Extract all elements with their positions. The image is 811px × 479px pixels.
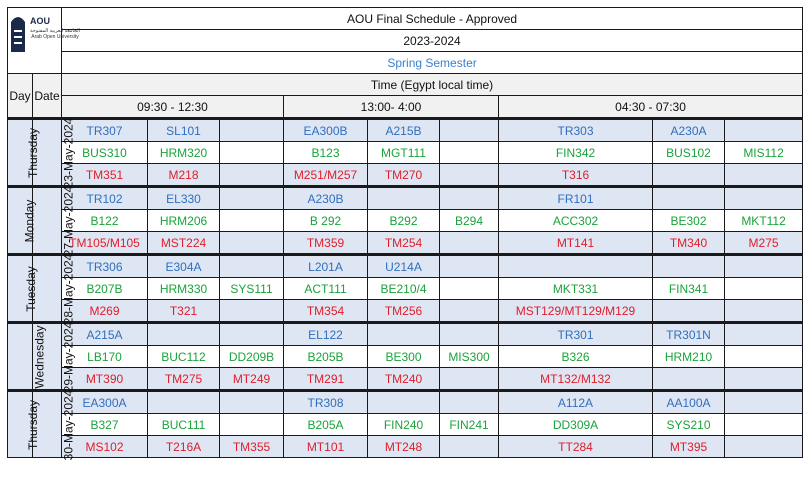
course-cell: TM256 [368, 300, 440, 323]
course-cell: MKT331 [499, 278, 653, 300]
course-cell: TR301N [653, 323, 725, 346]
course-cell: TM240 [368, 368, 440, 391]
course-cell [220, 255, 284, 278]
course-cell [440, 323, 499, 346]
schedule-row [8, 119, 803, 142]
course-cell: A230B [284, 187, 368, 210]
course-cell: B205B [284, 346, 368, 368]
course-cell: FIN241 [440, 414, 499, 436]
course-cell: MIS112 [725, 142, 803, 164]
course-cell: BE302 [653, 210, 725, 232]
course-cell: LB170 [62, 346, 148, 368]
course-cell: T321 [148, 300, 220, 323]
course-cell [725, 414, 803, 436]
course-cell: B207B [62, 278, 148, 300]
course-cell: BUS102 [653, 142, 725, 164]
course-cell: B327 [62, 414, 148, 436]
course-cell: TM291 [284, 368, 368, 391]
date-label: 29-May-2024 [61, 321, 76, 392]
day-cell [8, 323, 47, 391]
academic-year: 2023-2024 [62, 30, 803, 52]
course-cell [220, 142, 284, 164]
course-cell [440, 436, 499, 458]
course-cell: TM359 [284, 232, 368, 255]
date-label: 23-May-2024 [61, 117, 76, 188]
schedule-row [8, 232, 803, 255]
course-cell: TM275 [148, 368, 220, 391]
course-cell: EL122 [284, 323, 368, 346]
course-cell: DD309A [499, 414, 653, 436]
course-cell: MT248 [368, 436, 440, 458]
schedule-sheet [7, 7, 803, 458]
course-cell: MST129/MT129/M129 [499, 300, 653, 323]
course-cell: A215B [368, 119, 440, 142]
day-cell [8, 187, 37, 255]
course-cell [440, 187, 499, 210]
time-header: Time (Egypt local time) [62, 74, 803, 96]
course-cell: ACC302 [499, 210, 653, 232]
course-cell [440, 142, 499, 164]
course-cell [725, 164, 803, 187]
course-cell: HRM330 [148, 278, 220, 300]
course-cell [440, 255, 499, 278]
schedule-row [8, 368, 803, 391]
course-cell [220, 414, 284, 436]
course-cell: A230A [653, 119, 725, 142]
course-cell: E304A [148, 255, 220, 278]
course-cell: DD209B [220, 346, 284, 368]
course-cell: B292 [368, 210, 440, 232]
course-cell: TM270 [368, 164, 440, 187]
course-cell: MS102 [62, 436, 148, 458]
logo-wordmark: AOU [30, 16, 50, 26]
slot-header-afternoon: 13:00- 4:00 [284, 96, 499, 119]
date-label: 30-May-2024 [61, 389, 76, 460]
course-cell [368, 391, 440, 414]
course-cell [220, 210, 284, 232]
course-cell [725, 368, 803, 391]
schedule-row [8, 278, 803, 300]
course-cell: B 292 [284, 210, 368, 232]
course-cell: L201A [284, 255, 368, 278]
slot-header-morning: 09:30 - 12:30 [62, 96, 284, 119]
course-cell [220, 391, 284, 414]
course-cell [653, 255, 725, 278]
course-cell: M275 [725, 232, 803, 255]
schedule-row [8, 391, 803, 414]
course-cell [220, 164, 284, 187]
day-label: Wednesday [32, 324, 47, 389]
day-label: Thursday [26, 399, 41, 450]
course-cell [220, 232, 284, 255]
course-cell: B205A [284, 414, 368, 436]
day-cell [8, 255, 38, 323]
course-cell: FIN341 [653, 278, 725, 300]
schedule-row [8, 210, 803, 232]
university-emblem-icon [10, 12, 26, 52]
course-cell: M269 [62, 300, 148, 323]
course-cell: MT101 [284, 436, 368, 458]
course-cell: MT132/M132 [499, 368, 653, 391]
course-cell [653, 187, 725, 210]
course-cell: BE210/4 [368, 278, 440, 300]
course-cell: TR306 [62, 255, 148, 278]
course-cell: TR303 [499, 119, 653, 142]
course-cell: TM254 [368, 232, 440, 255]
schedule-row [8, 414, 803, 436]
course-cell [368, 323, 440, 346]
date-column-header: Date [33, 74, 62, 119]
schedule-row [8, 187, 803, 210]
course-cell [725, 391, 803, 414]
course-cell: TM105/M105 [62, 232, 148, 255]
course-cell: MGT111 [368, 142, 440, 164]
course-cell: HRM210 [653, 346, 725, 368]
day-label: Thursday [26, 127, 41, 178]
course-cell [148, 391, 220, 414]
course-cell: TM340 [653, 232, 725, 255]
course-cell: MT249 [220, 368, 284, 391]
course-cell [440, 278, 499, 300]
date-cell [33, 185, 76, 256]
course-cell: BUC111 [148, 414, 220, 436]
course-cell: TM354 [284, 300, 368, 323]
course-cell: FIN342 [499, 142, 653, 164]
course-cell: AA100A [653, 391, 725, 414]
course-cell: T216A [148, 436, 220, 458]
course-cell: EL330 [148, 187, 220, 210]
course-cell [725, 436, 803, 458]
course-cell: ACT111 [284, 278, 368, 300]
course-cell: BE300 [368, 346, 440, 368]
course-cell [220, 187, 284, 210]
course-cell: MT395 [653, 436, 725, 458]
course-cell [440, 119, 499, 142]
course-cell [725, 323, 803, 346]
course-cell [440, 232, 499, 255]
schedule-row [8, 255, 803, 278]
course-cell: TM351 [62, 164, 148, 187]
course-cell [653, 368, 725, 391]
course-cell: BUS310 [62, 142, 148, 164]
course-cell: HRM320 [148, 142, 220, 164]
course-cell: U214A [368, 255, 440, 278]
course-cell [499, 255, 653, 278]
course-cell [725, 278, 803, 300]
schedule-row [8, 346, 803, 368]
course-cell: B123 [284, 142, 368, 164]
day-column-header: Day [8, 74, 33, 119]
course-cell: BUC112 [148, 346, 220, 368]
course-cell [440, 300, 499, 323]
course-cell: MT390 [62, 368, 148, 391]
schedule-row [8, 323, 803, 346]
date-label: 28-May-2024 [61, 253, 76, 324]
course-cell: FIN240 [368, 414, 440, 436]
logo-subtitle: الجامعة العربية المفتوحة Arab Open University [30, 28, 81, 40]
course-cell [440, 391, 499, 414]
course-cell: HRM206 [148, 210, 220, 232]
day-cell [8, 119, 41, 187]
course-cell: TM355 [220, 436, 284, 458]
course-cell: TR301 [499, 323, 653, 346]
course-cell: B326 [499, 346, 653, 368]
semester-label: Spring Semester [62, 52, 803, 74]
course-cell: TR307 [62, 119, 148, 142]
course-cell [440, 164, 499, 187]
day-label: Monday [22, 199, 37, 242]
course-cell [148, 323, 220, 346]
course-cell [220, 300, 284, 323]
course-cell: FR101 [499, 187, 653, 210]
course-cell [725, 300, 803, 323]
schedule-row [8, 436, 803, 458]
course-cell: B122 [62, 210, 148, 232]
day-label: Tuesday [23, 265, 38, 312]
course-cell: SYS210 [653, 414, 725, 436]
course-cell [725, 119, 803, 142]
course-cell: SYS111 [220, 278, 284, 300]
course-cell [653, 164, 725, 187]
course-cell: TR102 [62, 187, 148, 210]
course-cell [725, 346, 803, 368]
course-cell [725, 255, 803, 278]
course-cell: A112A [499, 391, 653, 414]
course-cell: T316 [499, 164, 653, 187]
course-cell: MST224 [148, 232, 220, 255]
page-title: AOU Final Schedule - Approved [62, 8, 803, 30]
course-cell: MIS300 [440, 346, 499, 368]
course-cell: M251/M257 [284, 164, 368, 187]
slot-header-evening: 04:30 - 07:30 [499, 96, 803, 119]
course-cell [220, 119, 284, 142]
course-cell: M218 [148, 164, 220, 187]
day-cell [8, 391, 41, 458]
course-cell: EA300B [284, 119, 368, 142]
course-cell: EA300A [62, 391, 148, 414]
schedule-table [7, 7, 803, 458]
course-cell [368, 187, 440, 210]
course-cell: B294 [440, 210, 499, 232]
course-cell: A215A [62, 323, 148, 346]
course-cell [653, 300, 725, 323]
course-cell: MT141 [499, 232, 653, 255]
course-cell: TT284 [499, 436, 653, 458]
course-cell: SL101 [148, 119, 220, 142]
course-cell: MKT112 [725, 210, 803, 232]
date-label: 27-May-2024 [61, 185, 76, 256]
schedule-row [8, 164, 803, 187]
course-cell [440, 368, 499, 391]
aou-logo [8, 8, 81, 74]
course-cell [220, 323, 284, 346]
course-cell [725, 187, 803, 210]
schedule-row [8, 142, 803, 164]
course-cell: TR308 [284, 391, 368, 414]
schedule-row [8, 300, 803, 323]
